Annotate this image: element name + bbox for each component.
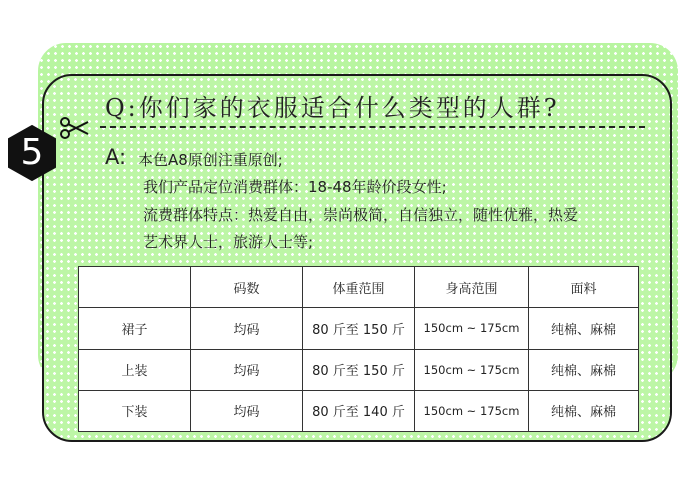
table-header: 码数 [191,267,303,308]
answer-line-2: 我们产品定位消费群体：18-48年龄价段女性; [143,178,447,196]
table-cell: 上装 [79,349,191,390]
answer-line-1: 本色A8原创注重原创; [138,151,283,169]
table-header: 身高范围 [415,267,529,308]
dashed-divider [100,126,645,128]
table-cell: 80 斤至 150 斤 [303,308,415,349]
step-badge [6,124,58,182]
table-row [79,349,639,390]
table-cell: 150cm ~ 175cm [415,390,529,431]
table-cell: 裙子 [79,308,191,349]
table-cell: 均码 [191,349,303,390]
table-header [79,267,191,308]
answer-line-3: 流费群体特点：热爱自由，崇尚极简，自信独立，随性优雅，热爱 [143,206,579,224]
table-cell: 80 斤至 140 斤 [303,390,415,431]
table-cell: 150cm ~ 175cm [415,308,529,349]
table-header: 面料 [529,267,639,308]
table-cell: 均码 [191,390,303,431]
table-cell: 纯棉、麻棉 [529,308,639,349]
table-header-row [79,267,639,308]
scissors-icon [60,117,90,143]
table-cell: 80 斤至 150 斤 [303,349,415,390]
table-row [79,308,639,349]
table-cell: 均码 [191,308,303,349]
table-cell: 纯棉、麻棉 [529,349,639,390]
table-header: 体重范围 [303,267,415,308]
question-title: Q:你们家的衣服适合什么类型的人群? [105,94,560,122]
answer-label: A: [105,145,127,169]
table-cell: 纯棉、麻棉 [529,390,639,431]
size-spec-table [78,266,639,432]
answer-line-4: 艺术界人士，旅游人士等; [143,233,314,251]
table-cell: 150cm ~ 175cm [415,349,529,390]
step-number: 5 [20,132,44,173]
table-cell: 下装 [79,390,191,431]
table-row [79,390,639,431]
